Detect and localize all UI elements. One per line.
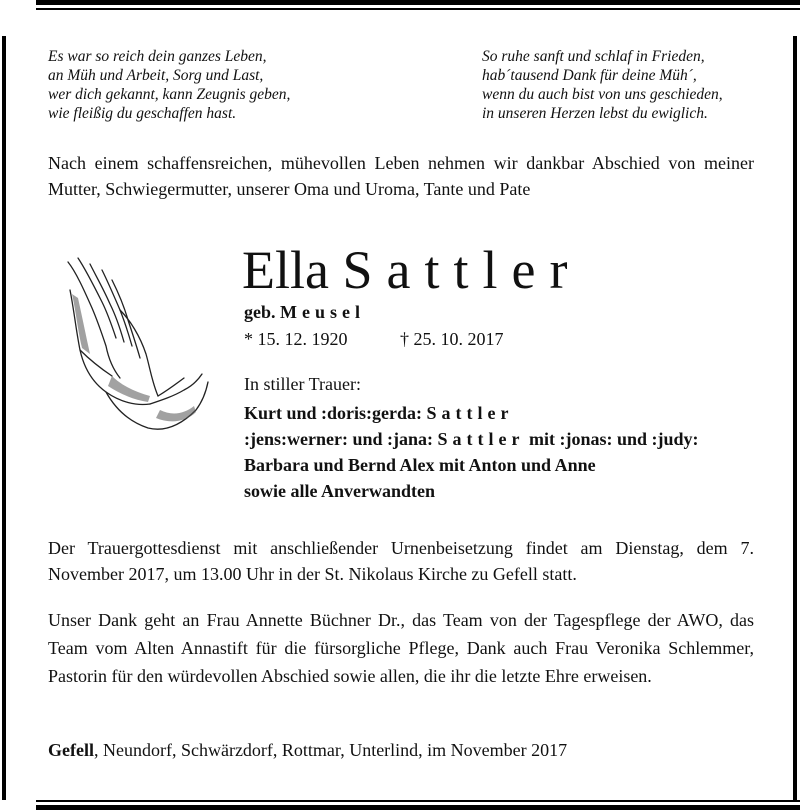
intro-text: Nach einem schaffensreichen, mühevollen Leben nehmen wir dankbar Abschied von meiner Mutter, Schwiegermutter, unserer Oma und Uroma, Tante und Pate [48,153,754,199]
bottom-border-thick [36,805,800,810]
poem-left [48,47,290,123]
family-line2-prefix: :jens:werner: und :jana: [244,429,438,449]
poem-left-line: wie fleißig du geschaffen hast. [48,105,237,122]
family-line2-name: Sattler [437,429,525,449]
family-line [244,400,699,426]
top-border-thick [36,0,800,5]
poem-right-line: hab´tausend Dank für deine Müh´, [482,67,697,84]
right-border [793,36,797,800]
family-list [244,400,699,504]
poem-left-line: Es war so reich dein ganzes Leben, [48,48,267,65]
surname: Sattler [342,240,582,300]
poem-right-line: So ruhe sanft und schlaf in Frieden, [482,48,705,65]
deceased-name [242,240,581,300]
maiden-name-line [244,302,365,323]
top-border-thin [36,8,800,10]
poem-left-line: an Müh und Arbeit, Sorg und Last, [48,67,264,84]
family-line2-suffix: mit :jonas: und :judy: [524,429,699,449]
poem-right [482,47,723,123]
poem-right-line: in unseren Herzen lebst du ewiglich. [482,105,708,122]
born-label: geb. [244,302,276,322]
poem-left-line: wer dich gekannt, kann Zeugnis geben, [48,86,291,103]
service-info: Der Trauergottesdienst mit anschließender Urnenbeisetzung findet am Dienstag, dem 7. November 2017, um 13.00 Uhr in der St. Nikolaus Kirche zu Gefell statt. [48,538,754,584]
praying-hands-icon [50,250,210,435]
family-line [244,426,699,452]
family-line: Barbara und Bernd Alex mit Anton und Anne [244,455,596,475]
family-line1-prefix: Kurt und :doris:gerda: [244,403,427,423]
bottom-border-thin [36,800,800,802]
place-main: Gefell [48,740,94,760]
thanks-text: Unser Dank geht an Frau Annette Büchner Dr., das Team von der Tagespflege der AWO, das Team vom Alten Annastift für die fürsorgliche Pflege, Dank auch Frau Veronika Schlemmer, Pastorin für den würdevollen Abschied sowie allen, die ihr die letzte Ehre erweisen. [48,610,754,686]
family-line: sowie alle Anverwandten [244,481,435,501]
poem-right-line: wenn du auch bist von uns geschieden, [482,86,723,103]
left-border [2,36,6,800]
place-rest: , Neundorf, Schwärzdorf, Rottmar, Unterlind, im November 2017 [93,740,568,760]
life-dates [244,329,504,350]
family-line1-name: Sattler [426,403,514,423]
maiden-name: Meusel [280,302,365,322]
place-date-line [48,737,754,763]
birth-date: * 15. 12. 1920 [244,329,348,349]
first-name: Ella [242,240,329,300]
mourning-label: In stiller Trauer: [244,374,361,394]
death-date: † 25. 10. 2017 [400,329,504,349]
